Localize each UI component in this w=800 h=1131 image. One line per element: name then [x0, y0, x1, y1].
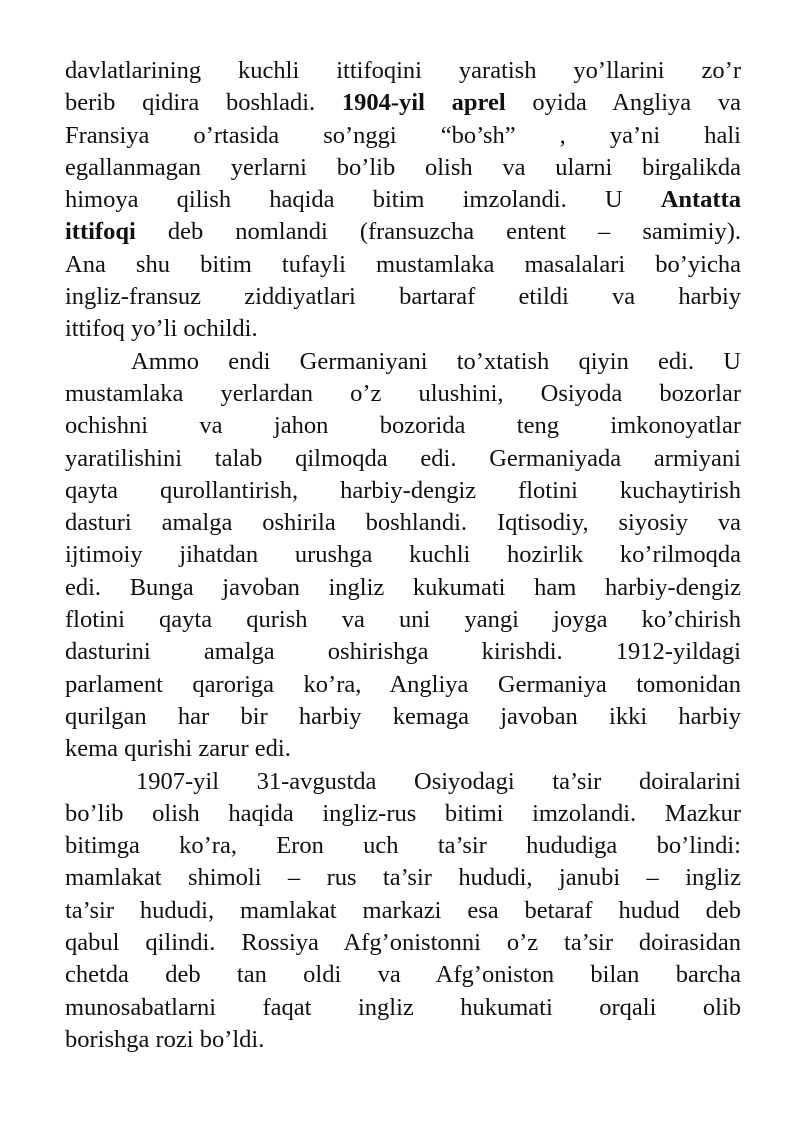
paragraph-1-line-3: Fransiya o’rtasida so’nggi “bo’sh” , ya’ni hali [65, 121, 741, 149]
paragraph-1-line-6 [65, 216, 741, 248]
paragraph-3-line-6: qabul qilindi. Rossiya Afg’onistonni o’z ta’sir doirasidan [65, 929, 741, 957]
paragraph-3-line-2: bo’lib olish haqida ingliz-rus bitimi imzolandi. Mazkur [65, 799, 741, 827]
bold-term: ittifoqi [65, 218, 136, 246]
bold-date: 1904-yil aprel [341, 89, 506, 117]
body-text [65, 55, 741, 1056]
paragraph-1-line-8: ingliz-fransuz ziddiyatlari bartaraf etildi va harbiy [65, 283, 741, 311]
bold-term: Antatta [660, 186, 741, 214]
paragraph-2-line-5: qayta qurollantirish, harbiy-dengiz flotini kuchaytirish [65, 476, 741, 504]
paragraph-1-line-9: ittifoq yo’li ochildi. [65, 315, 258, 343]
text-run: oyida Angliya va [532, 89, 742, 117]
paragraph-2-line-10: dasturini amalga oshirishga kirishdi. 1912-yildagi [65, 638, 741, 666]
paragraph-2-line-2: mustamlaka yerlardan o’z ulushini, Osiyoda bozorlar [65, 379, 741, 407]
paragraph-2-line-9: flotini qayta qurish va uni yangi joyga ko’chirish [65, 606, 741, 634]
text-run: berib qidira boshladi. [65, 89, 316, 117]
paragraph-1-line-5 [65, 184, 741, 216]
paragraph-1-line-7: Ana shu bitim tufayli mustamlaka masalalari bo’yicha [65, 250, 741, 278]
paragraph-2-line-8: edi. Bunga javoban ingliz kukumati ham harbiy-dengiz [65, 573, 741, 601]
paragraph-2-line-3: ochishni va jahon bozorida teng imkonoyatlar [65, 412, 741, 440]
paragraph-3-line-1: 1907-yil 31-avgustda Osiyodagi ta’sir doiralarini [136, 767, 741, 795]
paragraph-3-line-4: mamlakat shimoli – rus ta’sir hududi, janubi – ingliz [65, 864, 741, 892]
text-run: himoya qilish haqida bitim imzolandi. U [65, 186, 623, 214]
paragraph-3-line-3: bitimga ko’ra, Eron uch ta’sir hududiga bo’lindi: [65, 832, 741, 860]
paragraph-2-line-4: yaratilishini talab qilmoqda edi. Germaniyada armiyani [65, 444, 741, 472]
paragraph-3-line-5: ta’sir hududi, mamlakat markazi esa betaraf hudud deb [65, 896, 741, 924]
paragraph-2-line-11: parlament qaroriga ko’ra, Angliya Germaniya tomonidan [65, 670, 741, 698]
paragraph-1-line-2 [65, 87, 741, 119]
paragraph-2-line-1: Ammo endi Germaniyani to’xtatish qiyin edi. U [131, 347, 741, 375]
paragraph-2-line-12: qurilgan har bir harbiy kemaga javoban ikki harbiy [65, 702, 741, 730]
paragraph-3-line-9: borishga rozi bo’ldi. [65, 1025, 265, 1053]
paragraph-1-line-4: egallanmagan yerlarni bo’lib olish va ularni birgalikda [65, 153, 741, 181]
paragraph-2-line-6: dasturi amalga oshirila boshlandi. Iqtisodiy, siyosiy va [65, 509, 741, 537]
text-run: deb nomlandi (fransuzcha entent – samimiy). [167, 218, 741, 246]
paragraph-3-line-7: chetda deb tan oldi va Afg’oniston bilan barcha [65, 961, 741, 989]
paragraph-2-line-7: ijtimoiy jihatdan urushga kuchli hozirlik ko’rilmoqda [65, 541, 741, 569]
paragraph-3-line-8: munosabatlarni faqat ingliz hukumati orqali olib [65, 993, 741, 1021]
paragraph-1-line-1: davlatlarining kuchli ittifoqini yaratish yo’llarini zo’r [65, 57, 741, 84]
paragraph-2-line-13: kema qurishi zarur edi. [65, 735, 291, 763]
